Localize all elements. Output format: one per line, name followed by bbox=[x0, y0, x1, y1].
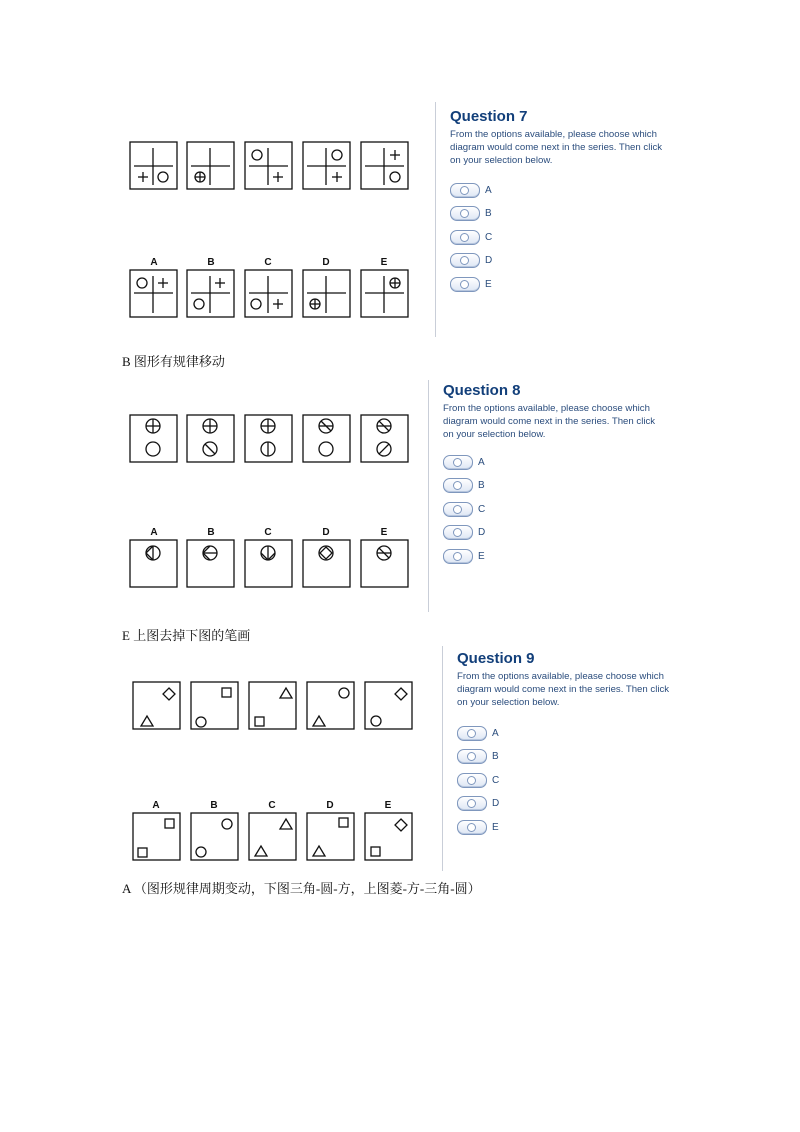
option-a[interactable]: A bbox=[443, 453, 658, 471]
radio-icon[interactable] bbox=[450, 230, 480, 245]
option-e[interactable]: E bbox=[443, 547, 658, 565]
question-7-panel bbox=[435, 102, 665, 337]
option-d[interactable]: D bbox=[457, 795, 672, 813]
radio-icon[interactable] bbox=[450, 253, 480, 268]
choice-letter: B bbox=[207, 257, 215, 268]
answer-note: B 图形有规律移动 bbox=[122, 354, 225, 369]
choice-letter: E bbox=[384, 800, 392, 811]
question-8-panel bbox=[428, 380, 658, 612]
radio-icon[interactable] bbox=[457, 820, 487, 835]
choice-letter: D bbox=[322, 257, 330, 268]
radio-icon[interactable] bbox=[443, 502, 473, 517]
radio-icon[interactable] bbox=[457, 749, 487, 764]
choice-letter: A bbox=[152, 800, 160, 811]
question-title: Question 7 bbox=[450, 108, 528, 125]
option-a[interactable]: A bbox=[450, 181, 665, 199]
radio-icon[interactable] bbox=[443, 478, 473, 493]
option-c[interactable]: C bbox=[450, 228, 665, 246]
question-7-figure bbox=[125, 102, 425, 332]
option-c[interactable]: C bbox=[443, 500, 658, 518]
choice-letter: B bbox=[207, 527, 215, 538]
radio-icon[interactable] bbox=[457, 773, 487, 788]
choice-letter: A bbox=[150, 527, 158, 538]
answer-note: E 上图去掉下图的笔画 bbox=[122, 628, 251, 643]
choice-letter: C bbox=[264, 257, 272, 268]
question-description: From the options available, please choose which diagram would come next in the series. Then click on your selection below. bbox=[457, 671, 670, 708]
question-7-block bbox=[125, 102, 685, 342]
radio-icon[interactable] bbox=[450, 206, 480, 221]
choice-letter: E bbox=[380, 257, 388, 268]
question-description: From the options available, please choose which diagram would come next in the series. Then click on your selection below. bbox=[443, 403, 656, 440]
radio-icon[interactable] bbox=[450, 277, 480, 292]
question-title: Question 9 bbox=[457, 650, 535, 667]
option-a[interactable]: A bbox=[457, 724, 672, 742]
choice-letter: E bbox=[380, 527, 388, 538]
question-8-figure bbox=[125, 380, 425, 600]
radio-icon[interactable] bbox=[443, 549, 473, 564]
choice-letter: D bbox=[326, 800, 334, 811]
radio-icon[interactable] bbox=[443, 525, 473, 540]
option-d[interactable]: D bbox=[450, 252, 665, 270]
radio-icon[interactable] bbox=[443, 455, 473, 470]
choice-letter: D bbox=[322, 527, 330, 538]
option-b[interactable]: B bbox=[450, 205, 665, 223]
option-c[interactable]: C bbox=[457, 771, 672, 789]
option-b[interactable]: B bbox=[457, 748, 672, 766]
choice-letter: C bbox=[264, 527, 272, 538]
question-description: From the options available, please choose which diagram would come next in the series. Then click on your selection below. bbox=[450, 129, 663, 166]
choice-letter: A bbox=[150, 257, 158, 268]
radio-icon[interactable] bbox=[450, 183, 480, 198]
answer-note: A （图形规律周期变动，下图三角-圆-方，上图菱-方-三角-圆） bbox=[122, 881, 481, 896]
option-b[interactable]: B bbox=[443, 477, 658, 495]
question-8-block bbox=[125, 380, 685, 615]
option-e[interactable]: E bbox=[450, 275, 665, 293]
option-e[interactable]: E bbox=[457, 818, 672, 836]
choice-letter: B bbox=[210, 800, 218, 811]
question-9-block bbox=[125, 646, 685, 876]
option-d[interactable]: D bbox=[443, 524, 658, 542]
choice-letter: C bbox=[268, 800, 276, 811]
radio-icon[interactable] bbox=[457, 726, 487, 741]
question-9-panel bbox=[442, 646, 672, 871]
question-title: Question 8 bbox=[443, 382, 521, 399]
question-9-figure bbox=[125, 646, 425, 871]
radio-icon[interactable] bbox=[457, 796, 487, 811]
